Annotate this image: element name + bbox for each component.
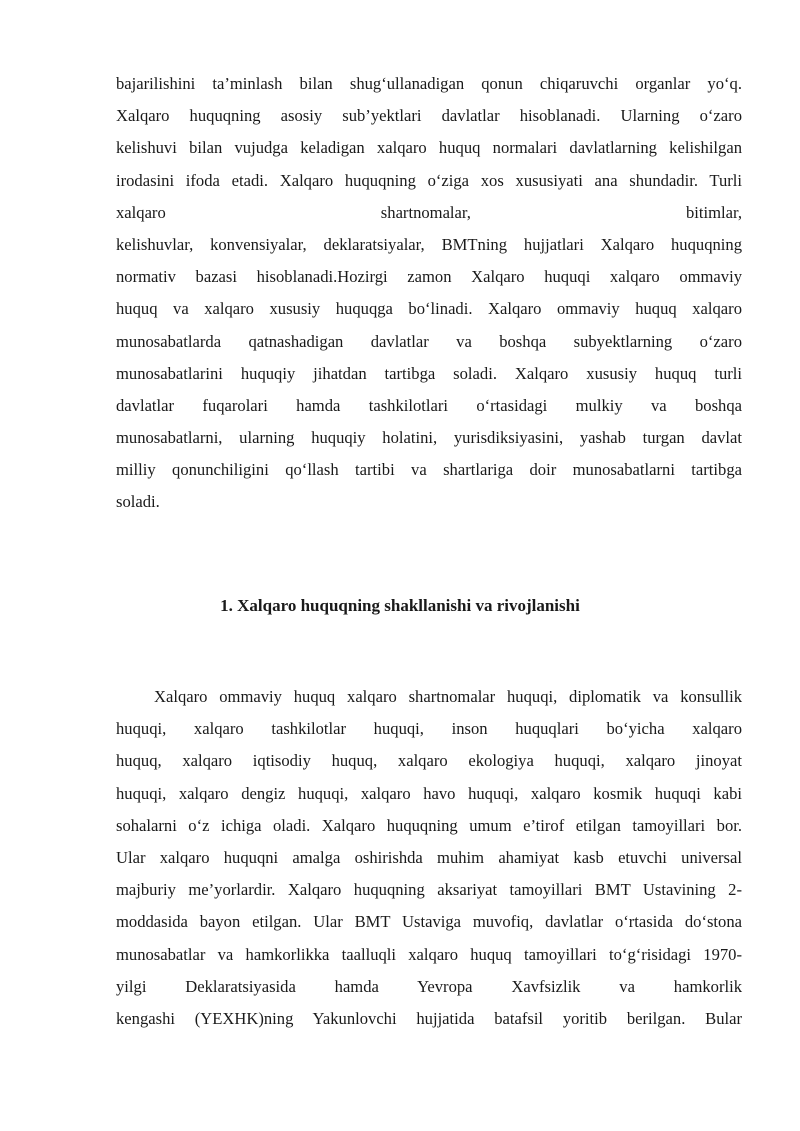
paragraph-2-line: Ular xalqaro huquqni amalga oshirishda muhim ahamiyat kasb etuvchi universal bbox=[116, 847, 742, 867]
paragraph-2-line: yilgi Deklaratsiyasida hamda Yevropa Xavfsizlik va hamkorlik bbox=[116, 976, 742, 996]
paragraph-1-line: munosabatlarini huquqiy jihatdan tartibga soladi. Xalqaro xususiy huquq turli bbox=[116, 363, 742, 383]
paragraph-1-line: irodasini ifoda etadi. Xalqaro huquqning o‘ziga xos xususiyati ana shundadir. Turli bbox=[116, 170, 742, 190]
paragraph-1-line: munosabatlarni, ularning huquqiy holatini, yurisdiksiyasini, yashab turgan davlat bbox=[116, 428, 742, 448]
paragraph-1-line: normativ bazasi hisoblanadi.Hozirgi zamon Xalqaro huquqi xalqaro ommaviy bbox=[116, 267, 742, 287]
paragraph-1 bbox=[116, 68, 742, 519]
paragraph-1-line: munosabatlarda qatnashadigan davlatlar va boshqa subyektlarning o‘zaro bbox=[116, 331, 742, 351]
paragraph-2-line: huquqi, xalqaro tashkilotlar huquqi, inson huquqlari bo‘yicha xalqaro bbox=[116, 719, 742, 739]
paragraph-1-line: xalqaro shartnomalar, bitimlar, bbox=[116, 202, 742, 222]
paragraph-2-line: munosabatlar va hamkorlikka taalluqli xalqaro huquq tamoyillari to‘g‘risidagi 1970- bbox=[116, 944, 742, 964]
paragraph-1-line: bajarilishini ta’minlash bilan shug‘ullanadigan qonun chiqaruvchi organlar yo‘q. bbox=[116, 74, 742, 93]
paragraph-2-line: Xalqaro ommaviy huquq xalqaro shartnomalar huquqi, diplomatik va konsullik bbox=[154, 687, 742, 706]
paragraph-1-line: kelishuvi bilan vujudga keladigan xalqaro huquq normalari davlatlarning kelishilgan bbox=[116, 138, 742, 158]
paragraph-2-line: huquq, xalqaro iqtisodiy huquq, xalqaro ekologiya huquqi, xalqaro jinoyat bbox=[116, 751, 742, 771]
paragraph-1-line: huquq va xalqaro xususiy huquqga bo‘linadi. Xalqaro ommaviy huquq xalqaro bbox=[116, 299, 742, 319]
paragraph-1-line: kelishuvlar, konvensiyalar, deklaratsiyalar, BMTning hujjatlari Xalqaro huquqning bbox=[116, 234, 742, 254]
section-heading: 1. Xalqaro huquqning shakllanishi va rivojlanishi bbox=[220, 596, 580, 615]
paragraph-2-line: majburiy me’yorlardir. Xalqaro huquqning aksariyat tamoyillari BMT Ustavining 2- bbox=[116, 880, 742, 900]
paragraph-2-line: kengashi (YEXHK)ning Yakunlovchi hujjatida batafsil yoritib berilgan. Bular bbox=[116, 1008, 742, 1028]
paragraph-2-line: huquqi, xalqaro dengiz huquqi, xalqaro havo huquqi, xalqaro kosmik huquqi kabi bbox=[116, 783, 742, 803]
paragraph-1-line: soladi. bbox=[116, 492, 160, 512]
paragraph-1-line: davlatlar fuqarolari hamda tashkilotlari o‘rtasidagi mulkiy va boshqa bbox=[116, 395, 742, 415]
paragraph-1-line: milliy qonunchiligini qo‘llash tartibi va shartlariga doir munosabatlarni tartibga bbox=[116, 460, 742, 480]
paragraph-1-line: Xalqaro huquqning asosiy sub’yektlari davlatlar hisoblanadi. Ularning o‘zaro bbox=[116, 106, 742, 126]
paragraph-2 bbox=[116, 681, 742, 1035]
paragraph-2-line: sohalarni o‘z ichiga oladi. Xalqaro huquqning umum e’tirof etilgan tamoyillari bor. bbox=[116, 815, 742, 835]
paragraph-2-line: moddasida bayon etilgan. Ular BMT Ustaviga muvofiq, davlatlar o‘rtasida do‘stona bbox=[116, 912, 742, 932]
